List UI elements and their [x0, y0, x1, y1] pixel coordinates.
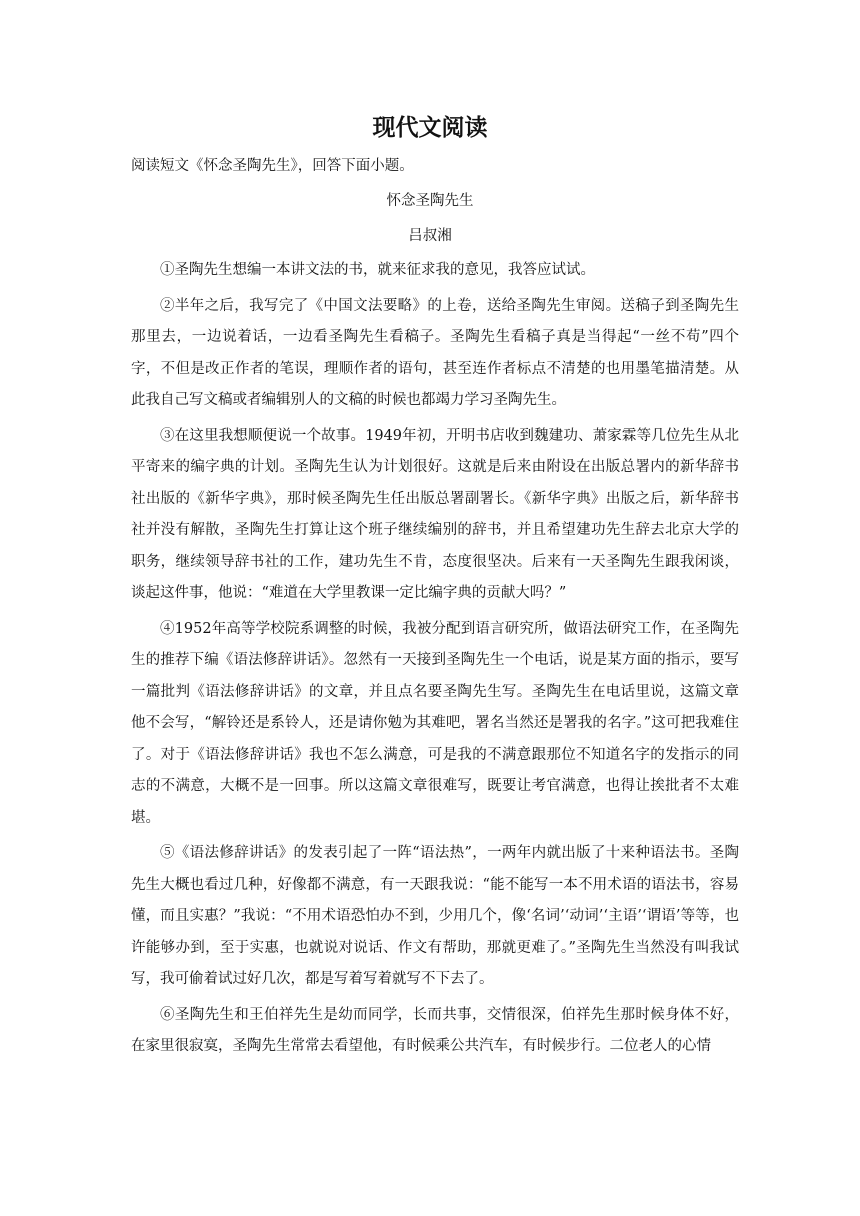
paragraph-3: ③在这里我想顺便说一个故事。1949年初，开明书店收到魏建功、萧家霖等几位先生从北平寄来的编字典的计划。圣陶先生认为计划很好。这就是后来由附设在出版总署内的新华辞书社出版的《新华字典》，那时候圣陶先生任出版总署副署长。《新华字典》出版之后，新华辞书社并没有解散，圣陶先生打算让这个班子继续编别的辞书，并且希望建功先生辞去北京大学的职务，继续领导辞书社的工作，建功先生不肯，态度很坚决。后来有一天圣陶先生跟我闲谈，谈起这件事，他说：“难道在大学里教课一定比编字典的贡献大吗？”: [131, 427, 739, 601]
article-author: 吕叔湘: [408, 228, 452, 244]
paragraph-1: ①圣陶先生想编一本讲文法的书，就来征求我的意见，我答应试试。: [160, 262, 595, 278]
article-title: 怀念圣陶先生: [386, 193, 474, 209]
document-heading: 现代文阅读: [372, 115, 488, 141]
paragraph-4: ④1952年高等学校院系调整的时候，我被分配到语言研究所，做语法研究工作，在圣陶先生的推荐下编《语法修辞讲话》。忽然有一天接到圣陶先生一个电话，说是某方面的指示，要写一篇批判《语法修辞讲话》的文章，并且点名要圣陶先生写。圣陶先生在电话里说，这篇文章他不会写，“解铃还是系铃人，还是请你勉为其难吧，署名当然还是署我的名字。”这可把我难住了。对于《语法修辞讲话》我也不怎么满意，可是我的不满意跟那位不知道名字的发指示的同志的不满意，大概不是一回事。所以这篇文章很难写，既要让考官满意，也得让挨批者不太难堪。: [131, 620, 739, 826]
article-body: [131, 255, 739, 1067]
paragraph-6: ⑥圣陶先生和王伯祥先生是幼而同学，长而共事，交情很深，伯祥先生那时候身体不好，在家里很寂寞，圣陶先生常常去看望他，有时候乘公共汽车，有时候步行。二位老人的心情: [131, 1006, 739, 1054]
paragraph-5: ⑤《语法修辞讲话》的发表引起了一阵“语法热”，一两年内就出版了十来种语法书。圣陶先生大概也看过几种，好像都不满意，有一天跟我说：“能不能写一本不用术语的语法书，容易懂，而且实惠？”我说：“不用术语恐怕办不到，少用几个，像‘名词’‘动词’‘主语’‘谓语’等等，也许能够办到，至于实惠，也就说对说话、作文有帮助，那就更难了。”圣陶先生当然没有叫我试写，我可偷着试过好几次，都是写着写着就写不下去了。: [131, 845, 739, 987]
reading-instruction: 阅读短文《怀念圣陶先生》，回答下面小题。: [131, 158, 414, 174]
paragraph-2: ②半年之后，我写完了《中国文法要略》的上卷，送给圣陶先生审阅。送稿子到圣陶先生那里去，一边说着话，一边看圣陶先生看稿子。圣陶先生看稿子真是当得起“一丝不苟”四个字，不但是改正作者的笔误，理顺作者的语句，甚至连作者标点不清楚的也用墨笔描清楚。从此我自己写文稿或者编辑别人的文稿的时候也都竭力学习圣陶先生。: [131, 297, 739, 408]
